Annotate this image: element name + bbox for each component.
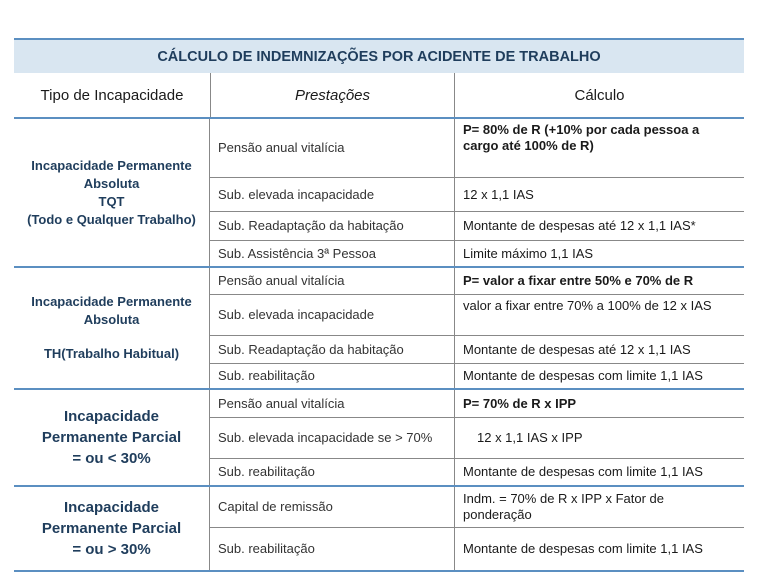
prestacao-cell: Pensão anual vitalícia xyxy=(218,273,345,288)
calculo-cell: Montante de despesas com limite 1,1 IAS xyxy=(454,459,744,485)
calculo-cell: Montante de despesas com limite 1,1 IAS xyxy=(454,364,744,388)
table-row xyxy=(210,458,744,485)
group-ipa-th xyxy=(14,268,744,390)
calculo-cell: P= 80% de R (+10% por cada pessoa a cargo até 100% de R) xyxy=(454,119,744,177)
table-row xyxy=(210,335,744,363)
table-row xyxy=(210,268,744,294)
prestacao-cell: Sub. reabilitação xyxy=(218,368,315,383)
prestacao-cell: Sub. elevada incapacidade xyxy=(218,186,375,202)
group-label xyxy=(14,390,210,485)
table-row xyxy=(210,417,744,458)
table-row xyxy=(210,211,744,240)
group-label-line: Permanente Parcial xyxy=(41,429,182,446)
prestacao-cell: Capital de remissão xyxy=(218,499,333,514)
calculo-cell: P= 70% de R x IPP xyxy=(454,390,744,417)
group-rows xyxy=(210,390,744,485)
prestacao-cell: Pensão anual vitalícia xyxy=(218,395,345,411)
header-tipo: Tipo de Incapacidade xyxy=(40,86,184,104)
prestacao-cell: Sub. elevada incapacidade xyxy=(218,307,375,322)
calculo-cell: Montante de despesas com limite 1,1 IAS xyxy=(454,528,744,570)
prestacao-cell: Sub. elevada incapacidade se > 70% xyxy=(218,430,433,445)
group-label xyxy=(14,119,210,266)
group-rows xyxy=(210,119,744,266)
header-calculo: Cálculo xyxy=(454,73,744,117)
group-rows xyxy=(210,268,744,388)
group-rows xyxy=(210,487,744,570)
calculo-cell: P= valor a fixar entre 50% e 70% de R xyxy=(454,268,744,294)
table-row xyxy=(210,294,744,335)
group-label xyxy=(14,268,210,388)
prestacao-cell: Sub. reabilitação xyxy=(218,464,315,479)
group-label-line: Permanente Parcial xyxy=(41,520,182,537)
calculo-cell: valor a fixar entre 70% a 100% de 12 x IAS xyxy=(454,295,744,335)
calculo-cell: 12 x 1,1 IAS x IPP xyxy=(454,418,744,458)
group-label-line: Incapacidade Permanente xyxy=(31,157,192,173)
group-label-line: Incapacidade Permanente xyxy=(31,294,192,309)
table-row xyxy=(210,119,744,177)
table-row xyxy=(210,363,744,388)
prestacao-cell: Sub. Readaptação da habitação xyxy=(218,341,404,357)
calculo-cell: Limite máximo 1,1 IAS xyxy=(454,241,744,266)
table-row xyxy=(210,390,744,417)
group-label-line: Incapacidade xyxy=(63,408,160,425)
group-label-line: = ou > 30% xyxy=(72,541,151,558)
prestacao-cell: Pensão anual vitalícia xyxy=(218,140,345,155)
calculo-cell: Indm. = 70% de R x IPP x Fator de ponderação xyxy=(454,487,744,527)
table-header xyxy=(14,73,744,119)
prestacao-cell: Sub. Assistência 3ª Pessoa xyxy=(218,245,377,261)
table-row xyxy=(210,527,744,570)
calculo-cell: Montante de despesas até 12 x 1,1 IAS* xyxy=(454,212,744,240)
group-ipp-menor-30 xyxy=(14,390,744,487)
calculo-cell: Montante de despesas até 12 x 1,1 IAS xyxy=(454,336,744,363)
calculo-cell: 12 x 1,1 IAS xyxy=(454,178,744,211)
table-row xyxy=(210,177,744,211)
group-label-line: = ou < 30% xyxy=(72,450,151,467)
group-label-line: Absoluta xyxy=(83,175,140,191)
prestacao-cell: Sub. reabilitação xyxy=(218,541,315,556)
table-row xyxy=(210,240,744,266)
table-title: CÁLCULO DE INDEMNIZAÇÕES POR ACIDENTE DE TRABALHO xyxy=(14,38,744,73)
group-label-line: TQT xyxy=(98,193,125,209)
group-label xyxy=(14,487,210,570)
group-label-line: (Todo e Qualquer Trabalho) xyxy=(27,211,196,227)
group-ipp-maior-30 xyxy=(14,487,744,572)
group-label-line: TH(Trabalho Habitual) xyxy=(43,346,180,361)
group-label-line: Absoluta xyxy=(83,312,140,327)
header-prestacoes: Prestações xyxy=(210,73,454,117)
table-row xyxy=(210,487,744,527)
prestacao-cell: Sub. Readaptação da habitação xyxy=(218,218,404,233)
group-label-line: Incapacidade xyxy=(63,499,160,516)
indemnity-table xyxy=(14,38,744,572)
group-ipa-tqt xyxy=(14,119,744,268)
